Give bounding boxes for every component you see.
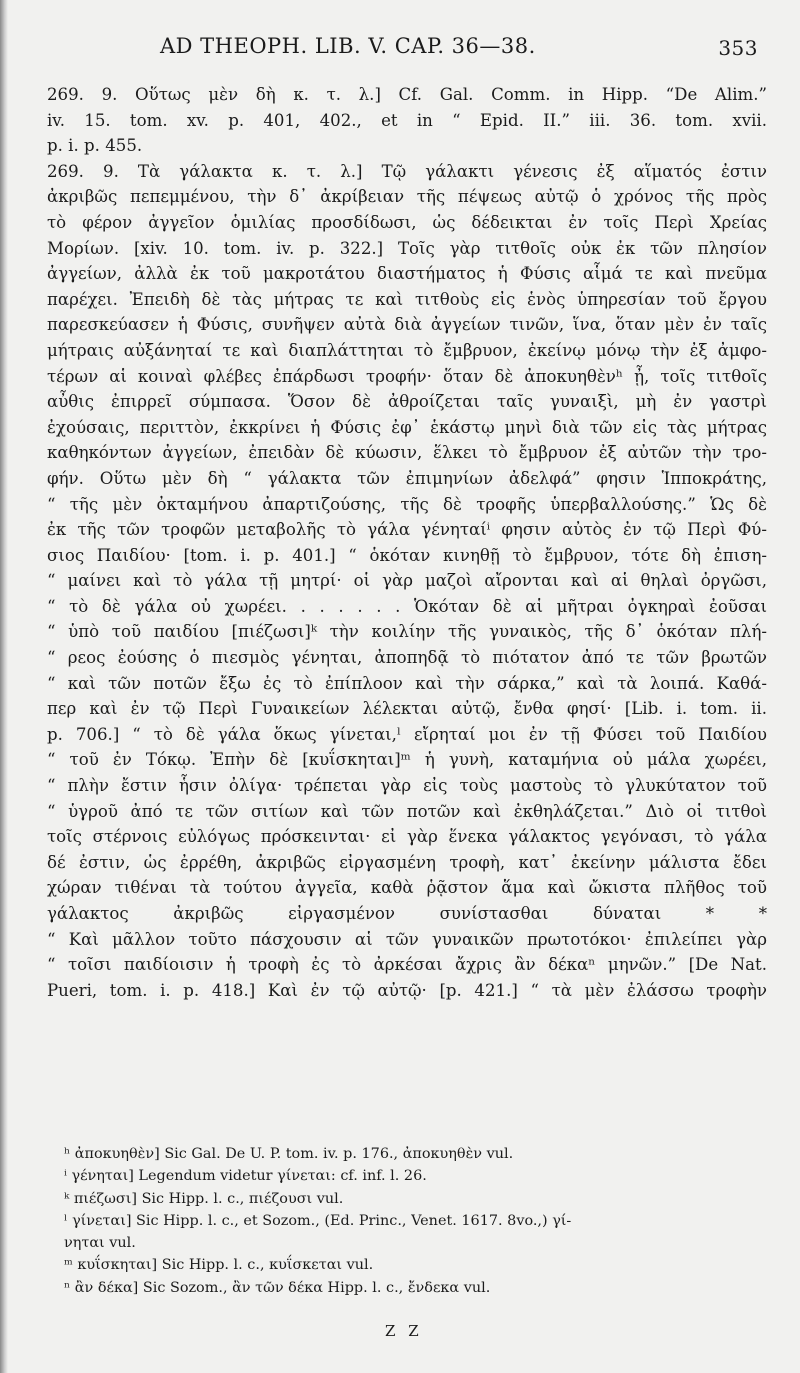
text-line: μήτραις αὐξάνηταί τε καὶ διαπλάττηται τὸ ἔμβρυον, ἐκείνῳ μόνῳ τὴν ἐξ ἀμφο- [47,340,767,360]
text-line: p. i. p. 455. [47,136,143,156]
text-line: 269. 9. Τὰ γάλακτα κ. τ. λ.] Τῷ γάλακτι γένεσις ἐξ αἵματός ἐστιν [47,161,767,181]
text-line: Μορίων. [xiv. 10. tom. iv. p. 322.] Τοῖς γὰρ τιτθοῖς οὐκ ἐκ τῶν πλησίον [47,238,767,258]
text-line: τὸ φέρον ἀγγεῖον ὁμιλίας προσδίδωσι, ὡς δέδεικται ἐν τοῖς Περὶ Χρείας [47,212,767,232]
footnotes [64,1143,764,1299]
text-line: p. 706.] “ τὸ δὲ γάλα ὅκως γίνεται,ˡ εἴρηταί μοι ἐν τῇ Φύσει τοῦ Παιδίου [47,724,767,744]
text-line: ἐκ τῆς τῶν τροφῶν μεταβολῆς τὸ γάλα γένηταίⁱ φησιν αὐτὸς ἐν τῷ Περὶ Φύ- [47,520,767,540]
text-line: iv. 15. tom. xv. p. 401, 402., et in “ Epid. II.” iii. 36. tom. xvii. [47,110,767,130]
text-line: παρέχει. Ἐπειδὴ δὲ τὰς μήτρας τε καὶ τιτθοὺς εἰς ἑνὸς ὑπηρεσίαν τοῦ ἔργου [47,289,767,309]
text-line: “ Καὶ μᾶλλον τοῦτο πάσχουσιν αἱ τῶν γυναικῶν πρωτοτόκοι· ἐπιλείπει γὰρ [47,929,767,949]
footnote-n: ⁿ ἂν δέκα] Sic Sozom., ἂν τῶν δέκα Hipp. l. c., ἔνδεκα vul. [64,1279,491,1296]
text-line: “ τὸ δὲ γάλα οὐ χωρέει. . . . . . . Ὁκόταν δὲ αἱ μῆτραι ὀγκηραὶ ἐοῦσαι [47,596,767,616]
text-line: χώραν τιθέναι τὰ τούτου ἀγγεῖα, καθὰ ῥᾷστον ἅμα καὶ ὤκιστα πλῆθος τοῦ [47,878,767,898]
text-line: 269. 9. Οὕτως μὲν δὴ κ. τ. λ.] Cf. Gal. Comm. in Hipp. “De Alim.” [47,85,767,104]
text-line: περ καὶ ἐν τῷ Περὶ Γυναικείων λέλεκται αὐτῷ, ἔνθα φησί· [Lib. i. tom. ii. [47,699,767,719]
text-line: “ τοῦ ἐν Τόκῳ. Ἐπὴν δὲ [κυΐσκηται]ᵐ ἡ γυνὴ, καταμήνια οὐ μάλα χωρέει, [47,750,767,770]
text-line: “ μαίνει καὶ τὸ γάλα τῇ μητρί· οἱ γὰρ μαζοὶ αἴρονται καὶ αἱ θηλαὶ ὀργῶσι, [47,571,767,591]
text-line: τοῖς στέρνοις εὐλόγως πρόσκεινται· εἰ γὰρ ἕνεκα γάλακτος γεγόνασι, τὸ γάλα [47,827,767,847]
footnote-l-continued: νηται vul. [64,1235,136,1252]
running-title: AD THEOPH. LIB. V. CAP. 36—38. [160,34,536,58]
signature-mark: Z Z [385,1322,423,1340]
text-line: “ ὑπὸ τοῦ παιδίου [πιέζωσι]ᵏ τὴν κοιλίην τῆς γυναικὸς, τῆς δ᾽ ὁκόταν πλή- [47,622,767,642]
main-text [47,82,767,1003]
text-line: “ ὑγροῦ ἀπό τε τῶν σιτίων καὶ τῶν ποτῶν καὶ ἐκθηλάζεται.” Διὸ οἱ τιτθοὶ [47,801,767,821]
footnote-l: ˡ γίνεται] Sic Hipp. l. c., et Sozom., (Ed. Princ., Venet. 1617. 8vo.,) γί- [64,1212,572,1229]
text-line: τέρων αἱ κοιναὶ φλέβες ἐπάρδωσι τροφήν· ὅταν δὲ ἀποκυηθὲνʰ ᾖ, τοῖς τιτθοῖς [47,366,767,386]
footnote-i: ⁱ γένηται] Legendum videtur γίνεται: cf. inf. l. 26. [64,1168,427,1185]
text-line: “ τῆς μὲν ὀκταμήνου ἀπαρτιζούσης, τῆς δὲ τροφῆς ὑπερβαλλούσης.” Ὡς δὲ [47,494,767,514]
text-line: καθηκόντων ἀγγείων, ἐπειδὰν δὲ κύωσιν, ἕλκει τὸ ἔμβρυον ἐξ αὐτῶν τὴν τρο- [47,443,767,463]
text-line: παρεσκεύασεν ἡ Φύσις, συνῆψεν αὐτὰ διὰ ἀγγείων τινῶν, ἵνα, ὅταν μὲν ἐν ταῖς [47,315,767,335]
footnote-k: ᵏ πιέζωσι] Sic Hipp. l. c., πιέζουσι vul. [64,1190,344,1207]
footnote-h: ʰ ἀποκυηθὲν] Sic Gal. De U. P. tom. iv. p. 176., ἀποκυηθὲν vul. [64,1146,514,1162]
text-line: “ καὶ τῶν ποτῶν ἔξω ἐς τὸ ἐπίπλοον καὶ τὴν σάρκα,” καὶ τὰ λοιπά. Καθά- [47,673,767,693]
footnote-m: ᵐ κυΐσκηται] Sic Hipp. l. c., κυΐσκεται vul. [64,1257,374,1274]
text-line: Pueri, tom. i. p. 418.] Καὶ ἐν τῷ αὐτῷ· [p. 421.] “ τὰ μὲν ἐλάσσω τροφὴν [47,980,767,1000]
text-line: “ ρεος ἐούσης ὁ πιεσμὸς γένηται, ἀποπηδᾷ τὸ πιότατον ἀπό τε τῶν βρωτῶν [47,648,767,668]
page-edge-shadow [0,0,8,1373]
text-line: “ τοῖσι παιδίοισιν ἡ τροφὴ ἐς τὸ ἀρκέσαι ἄχρις ἂν δέκαⁿ μηνῶν.” [De Nat. [47,955,767,975]
text-line: σιος Παιδίου· [tom. i. p. 401.] “ ὁκόταν κινηθῇ τὸ ἔμβρυον, τότε δὴ ἐπιση- [47,545,767,565]
text-line: αὖθις ἐπιρρεῖ σύμπασα. Ὅσον δὲ ἀθροίζεται ταῖς γυναιξὶ, μὴ ἐν γαστρὶ [47,392,767,412]
text-line: ἐχούσαις, περιττὸν, ἐκκρίνει ἡ Φύσις ἐφ᾽ ἑκάστῳ μηνὶ διὰ τῶν εἰς τὰς μήτρας [47,417,767,437]
text-line: δέ ἐστιν, ὡς ἐρρέθη, ἀκριβῶς εἰργασμένη τροφὴ, κατ᾽ ἐκείνην μάλιστα ἔδει [47,852,767,872]
text-line: ἀγγείων, ἀλλὰ ἐκ τοῦ μακροτάτου διαστήματος ἡ Φύσις αἷμά τε καὶ πνεῦμα [47,264,767,284]
text-line: ἀκριβῶς πεπεμμένου, τὴν δ᾽ ἀκρίβειαν τῆς πέψεως αὐτῷ ὁ χρόνος τῆς πρὸς [47,187,767,207]
text-line: “ πλὴν ἔστιν ἧσιν ὀλίγα· τρέπεται γὰρ εἰς τοὺς μαστοὺς τὸ γλυκύτατον τοῦ [47,776,767,796]
text-line: γάλακτος ἀκριβῶς εἰργασμένον συνίστασθαι δύναται * * [47,904,767,923]
page-number: 353 [718,36,758,60]
text-line: φήν. Οὕτω μὲν δὴ “ γάλακτα τῶν ἐπιμηνίων ἀδελφά” φησιν Ἱπποκράτης, [47,468,767,488]
running-header [60,30,770,70]
